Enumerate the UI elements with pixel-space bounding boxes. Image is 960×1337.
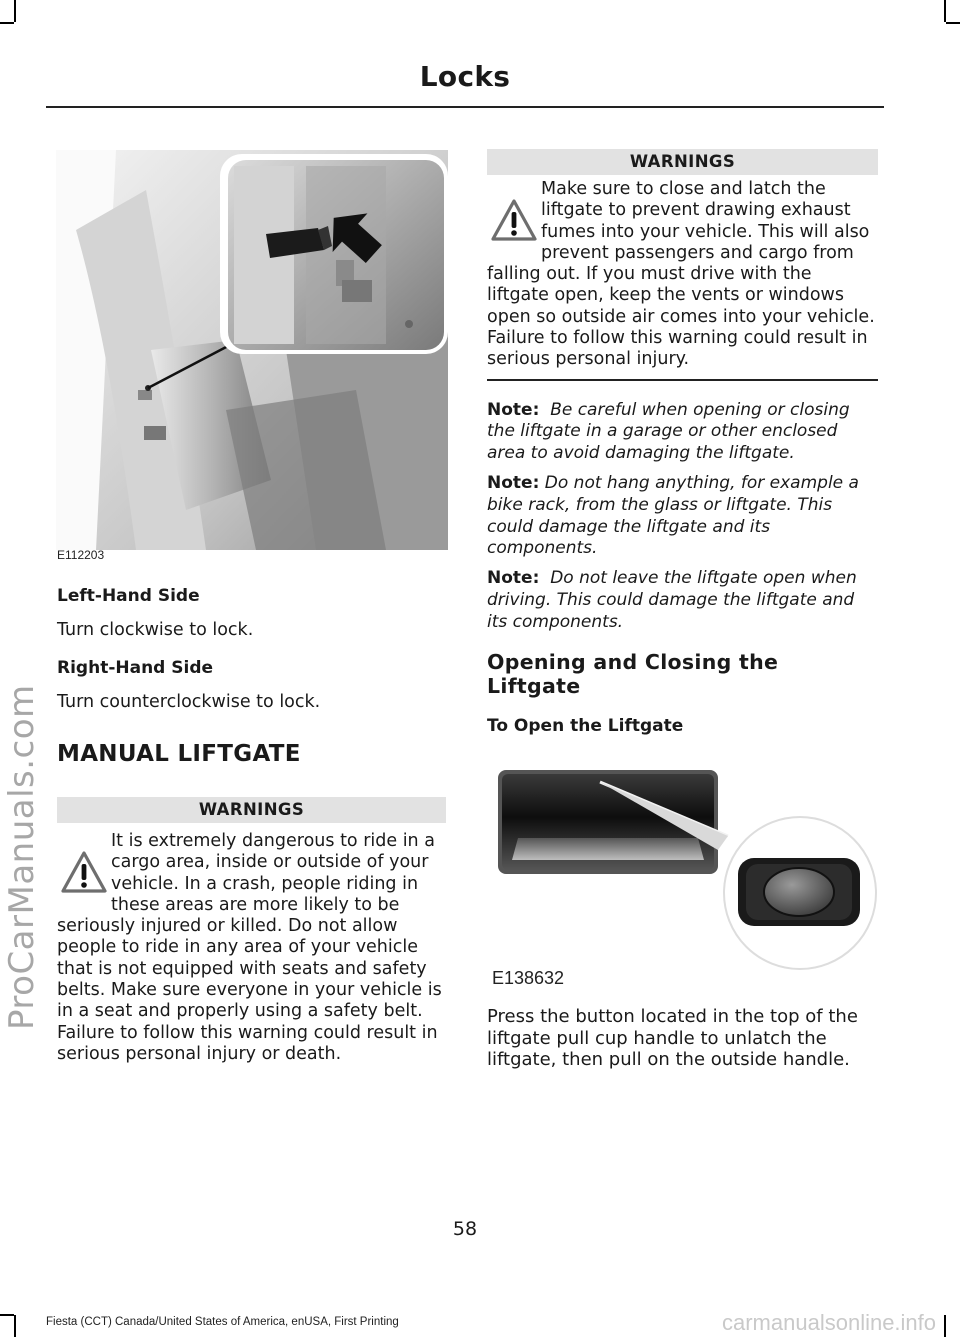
crop-mark [944,0,946,22]
figure-code: E138632 [492,968,565,988]
warning-header: WARNINGS [487,149,878,175]
crop-mark [14,1315,16,1337]
note-3 [487,568,878,633]
page-title: Locks [419,60,511,93]
note-text: Do not hang anything, for example a bike rack, from the glass or liftgate. This could damage the liftgate and its components. [487,473,859,559]
note-label: Note: [487,399,540,420]
note-2 [487,473,878,560]
note-text: Be careful when opening or closing the liftgate in a garage or other enclosed area to avoid damaging the liftgate. [487,399,850,464]
note-label: Note: [487,473,540,494]
crop-mark [14,0,16,22]
crop-mark [944,1315,946,1337]
note-text: Do not leave the liftgate open when driving. This could damage the liftgate and its components. [487,568,857,632]
liftgate-handle-illustration [490,760,880,970]
warning-box [487,179,878,371]
lh-side-text: Turn clockwise to lock. [57,620,254,640]
right-column [487,149,878,736]
liftgate-lock-illustration [56,150,448,550]
page-number: 58 [452,1218,478,1240]
rh-side-heading: Right-Hand Side [57,658,214,678]
warning-triangle-icon [487,187,541,247]
rh-side-text: Turn counterclockwise to lock. [57,692,321,712]
lh-side-heading: Left-Hand Side [57,586,200,606]
footer-text: Fiesta (CCT) Canada/United States of America, enUSA, First Printing [46,1316,399,1328]
warning-text: Make sure to close and latch the liftgate to prevent drawing exhaust fumes into your vehicle. This will also prevent passengers and cargo from falling out. If you must drive with the liftgate open, keep the vents or windows open so outside air comes into your vehicle. Failure to follow this warning could result in serious personal injury. [487,179,875,370]
section-heading: MANUAL LIFTGATE [57,741,301,767]
warning-box [57,831,446,1065]
warning-header: WARNINGS [57,797,446,823]
warning-text: It is extremely dangerous to ride in a cargo area, inside or outside of your vehicle. In a crash, people riding in these areas are more likely to be seriously injured or killed. Do not allow people to ride in any area of your vehicle that is not equipped with seats and safety belts. Make sure everyone in your vehicle is in a seat and properly using a safety belt. Failure to follow this warning could result in serious personal injury or death. [57,831,442,1064]
crop-mark [0,1314,14,1316]
note-1 [487,400,878,465]
subheading: To Open the Liftgate [487,715,684,736]
note-label: Note: [487,568,540,589]
left-column [57,586,446,1065]
liftgate-open-instructions: Press the button located in the top of the liftgate pull cup handle to unlatch the liftgate, then pull on the outside handle. [487,1006,858,1070]
side-watermark: ProCarManuals.com [2,684,42,1030]
crop-mark [946,22,960,24]
header-rule [46,106,884,108]
figure-code: E112203 [57,548,105,562]
warning-rule [487,379,878,381]
warning-triangle-icon [57,839,111,899]
bottom-watermark: carmanualsonline.info [722,1310,937,1335]
section-heading: Opening and Closing the Liftgate [487,649,779,698]
crop-mark [0,22,14,24]
